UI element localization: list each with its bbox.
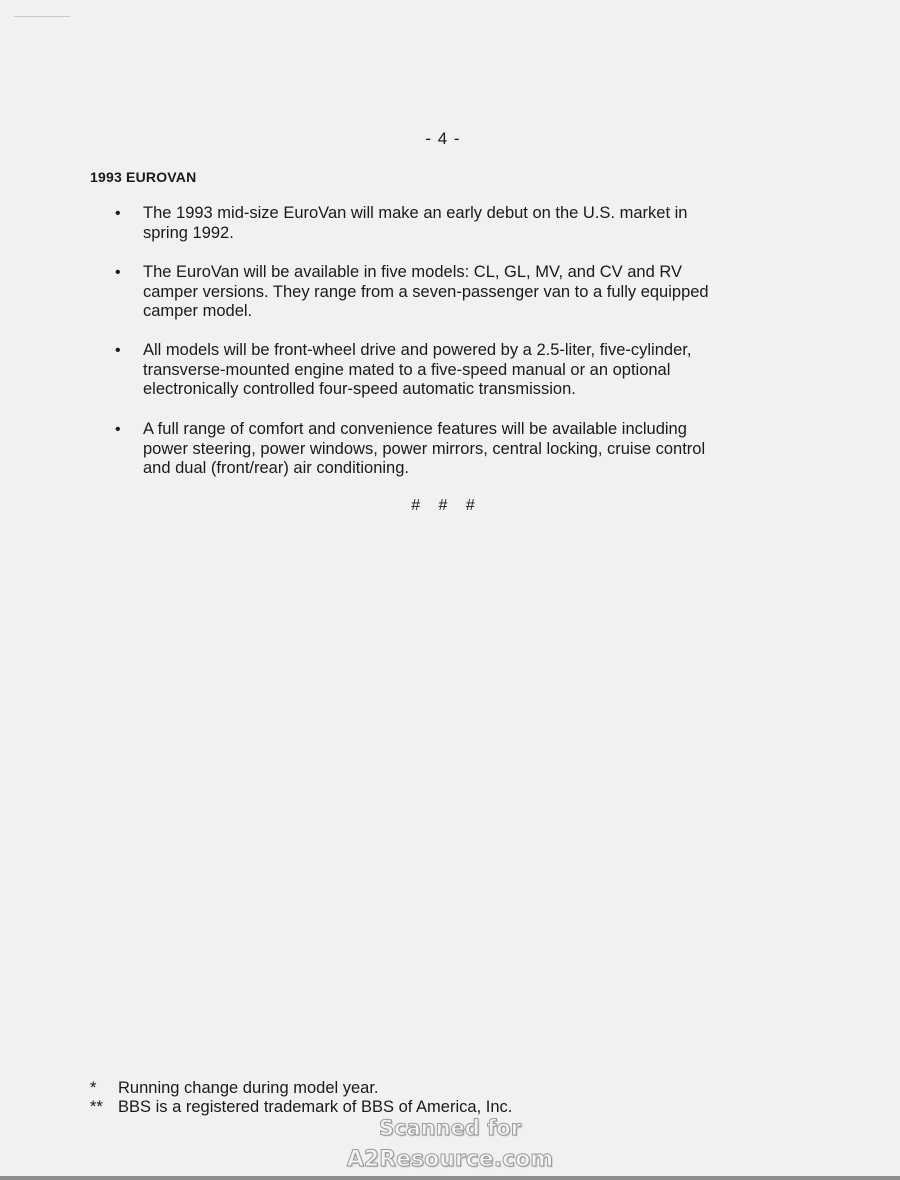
footnote-text: Running change during model year.: [118, 1079, 379, 1097]
bullet-text: All models will be front-wheel drive and powered by a 2.5-liter, five-cylinder, transverse-mounted engine mated to a five-speed manual or an optional electronically controlled four-speed automatic transmission.: [143, 341, 692, 398]
footnote-mark: *: [90, 1079, 97, 1097]
bullet-item: [115, 420, 805, 479]
footnote: [90, 1098, 512, 1117]
scan-bottom-edge: [0, 1176, 900, 1180]
footnote-mark: **: [90, 1098, 103, 1116]
bullet-icon: •: [115, 264, 121, 281]
bullet-text: The 1993 mid-size EuroVan will make an early debut on the U.S. market in spring 1992.: [143, 204, 688, 242]
bullet-item: [115, 341, 805, 400]
bullet-text: A full range of comfort and convenience features will be available including power steering, power windows, power mirrors, central locking, cruise control and dual (front/rear) air conditioning.: [143, 420, 706, 477]
watermark-line-2: A2Resource.com: [346, 1147, 554, 1172]
bullet-item: [115, 263, 805, 322]
watermark-line-1: Scanned for: [378, 1116, 522, 1140]
page-number: - 4 -: [425, 129, 461, 148]
bullet-item: [115, 204, 805, 243]
staple-mark: [14, 16, 70, 21]
bullet-icon: •: [115, 342, 121, 359]
bullet-icon: •: [115, 205, 121, 222]
bullet-icon: •: [115, 421, 121, 438]
section-heading: 1993 EUROVAN: [90, 169, 197, 185]
end-marks: # # #: [411, 497, 475, 514]
bullet-text: The EuroVan will be available in five models: CL, GL, MV, and CV and RV camper versions. They range from a seven-passenger van to a fully equipped camper model.: [143, 263, 709, 320]
footnote-text: BBS is a registered trademark of BBS of America, Inc.: [118, 1098, 513, 1116]
footnote: [90, 1079, 379, 1098]
